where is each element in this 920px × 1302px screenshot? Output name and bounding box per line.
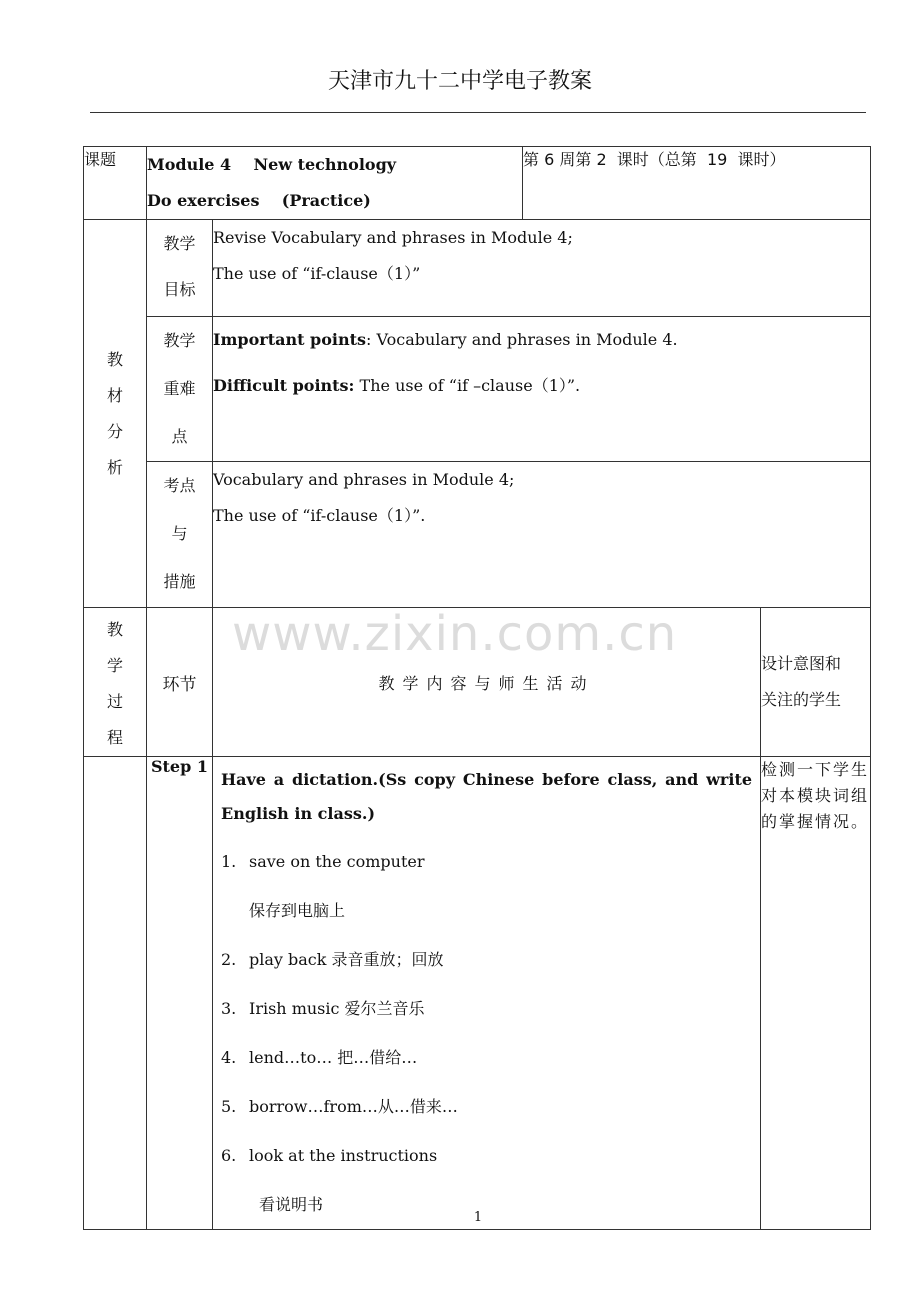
lesson-subtitle: Do exercises (Practice) bbox=[147, 191, 371, 210]
item-text: lend…to… 把…借给… bbox=[249, 1048, 418, 1067]
analysis-label bbox=[84, 220, 147, 608]
item-text: Irish music 爱尔兰音乐 bbox=[249, 999, 425, 1018]
vocab-list bbox=[221, 837, 752, 1229]
title-rule bbox=[90, 112, 866, 113]
design-header-line: 关注的学生 bbox=[761, 690, 842, 709]
difficult-points bbox=[213, 363, 870, 409]
objectives-label bbox=[147, 220, 213, 317]
important-points-label: Important points bbox=[213, 330, 367, 349]
difficult-points-text: The use of “if –clause（1）”. bbox=[354, 376, 581, 395]
process-label-char: 教 bbox=[106, 620, 123, 639]
important-points bbox=[213, 317, 870, 363]
exam-label-line: 与 bbox=[171, 524, 188, 543]
keypoints-label-line: 重难 bbox=[163, 379, 196, 398]
keypoints-content bbox=[213, 317, 871, 462]
exam-row bbox=[84, 462, 871, 608]
step1-title: Have a dictation.(Ss copy Chinese before class, and write English in class.) bbox=[221, 770, 753, 823]
item-number: 2. bbox=[221, 950, 237, 969]
item-number: 5. bbox=[221, 1097, 237, 1116]
item-text: save on the computer bbox=[249, 852, 425, 871]
analysis-label-char: 析 bbox=[106, 457, 123, 477]
lesson-plan-table bbox=[83, 146, 871, 1230]
item-number: 6. bbox=[221, 1146, 237, 1165]
analysis-label-char: 分 bbox=[106, 421, 123, 441]
topic-row bbox=[84, 147, 871, 220]
list-item bbox=[221, 837, 752, 886]
exam-content bbox=[213, 462, 871, 608]
process-label-char: 学 bbox=[106, 656, 123, 675]
topic-cell bbox=[147, 147, 523, 220]
exam-label-line: 考点 bbox=[163, 476, 196, 495]
analysis-label-char: 材 bbox=[106, 385, 123, 405]
watermark: www.zixin.com.cn bbox=[232, 606, 678, 662]
exam-line: Vocabulary and phrases in Module 4; bbox=[213, 470, 515, 489]
list-item bbox=[221, 984, 752, 1033]
keypoints-row bbox=[84, 317, 871, 462]
process-header-row bbox=[84, 608, 871, 757]
list-item bbox=[221, 1033, 752, 1082]
item-number: 4. bbox=[221, 1048, 237, 1067]
analysis-label-char: 教 bbox=[106, 349, 123, 369]
keypoints-label bbox=[147, 317, 213, 462]
list-item bbox=[221, 935, 752, 984]
content-header: 教学内容与师生活动 bbox=[213, 608, 761, 757]
objectives-line: The use of “if-clause（1）” bbox=[213, 264, 421, 283]
schedule-cell: 第 6 周第 2 课时（总第 19 课时） bbox=[523, 147, 871, 220]
objectives-label-line: 目标 bbox=[163, 280, 196, 299]
process-label-char: 过 bbox=[106, 692, 123, 711]
list-item-translation: 保存到电脑上 bbox=[249, 901, 346, 920]
step1-content bbox=[213, 757, 761, 1230]
topic-label: 课题 bbox=[84, 147, 147, 220]
objectives-label-line: 教学 bbox=[163, 234, 196, 253]
design-header bbox=[761, 608, 871, 757]
item-number: 1. bbox=[221, 852, 237, 871]
step1-design-note: 检测一下学生对本模块词组的掌握情况。 bbox=[761, 757, 871, 1230]
exam-label bbox=[147, 462, 213, 608]
process-label bbox=[84, 608, 147, 757]
page-number: 1 bbox=[473, 1210, 483, 1225]
objectives-row bbox=[84, 220, 871, 317]
stage-header: 环节 bbox=[147, 608, 213, 757]
objectives-content bbox=[213, 220, 871, 317]
item-text: look at the instructions bbox=[249, 1146, 438, 1165]
exam-label-line: 措施 bbox=[163, 572, 196, 591]
module-title: Module 4 New technology bbox=[147, 155, 397, 174]
item-text: borrow…from…从…借来… bbox=[249, 1097, 458, 1116]
keypoints-label-line: 点 bbox=[171, 427, 188, 446]
list-item bbox=[221, 1082, 752, 1131]
item-text: play back 录音重放；回放 bbox=[249, 950, 444, 969]
step1-row bbox=[84, 757, 871, 1230]
list-item bbox=[221, 1131, 752, 1180]
document-title: 天津市九十二中学电子教案 bbox=[327, 69, 592, 94]
process-label-char: 程 bbox=[106, 728, 123, 747]
keypoints-label-line: 教学 bbox=[163, 331, 196, 350]
design-header-line: 设计意图和 bbox=[761, 654, 842, 673]
exam-line: The use of “if-clause（1）”. bbox=[213, 506, 426, 525]
list-item-translation: 看说明书 bbox=[259, 1195, 324, 1214]
step1-label: Step 1 bbox=[147, 757, 213, 1230]
important-points-text: : Vocabulary and phrases in Module 4. bbox=[366, 330, 678, 349]
objectives-line: Revise Vocabulary and phrases in Module 4; bbox=[213, 228, 573, 247]
empty-cell bbox=[84, 757, 147, 1230]
difficult-points-label: Difficult points: bbox=[213, 376, 355, 395]
item-number: 3. bbox=[221, 999, 237, 1018]
